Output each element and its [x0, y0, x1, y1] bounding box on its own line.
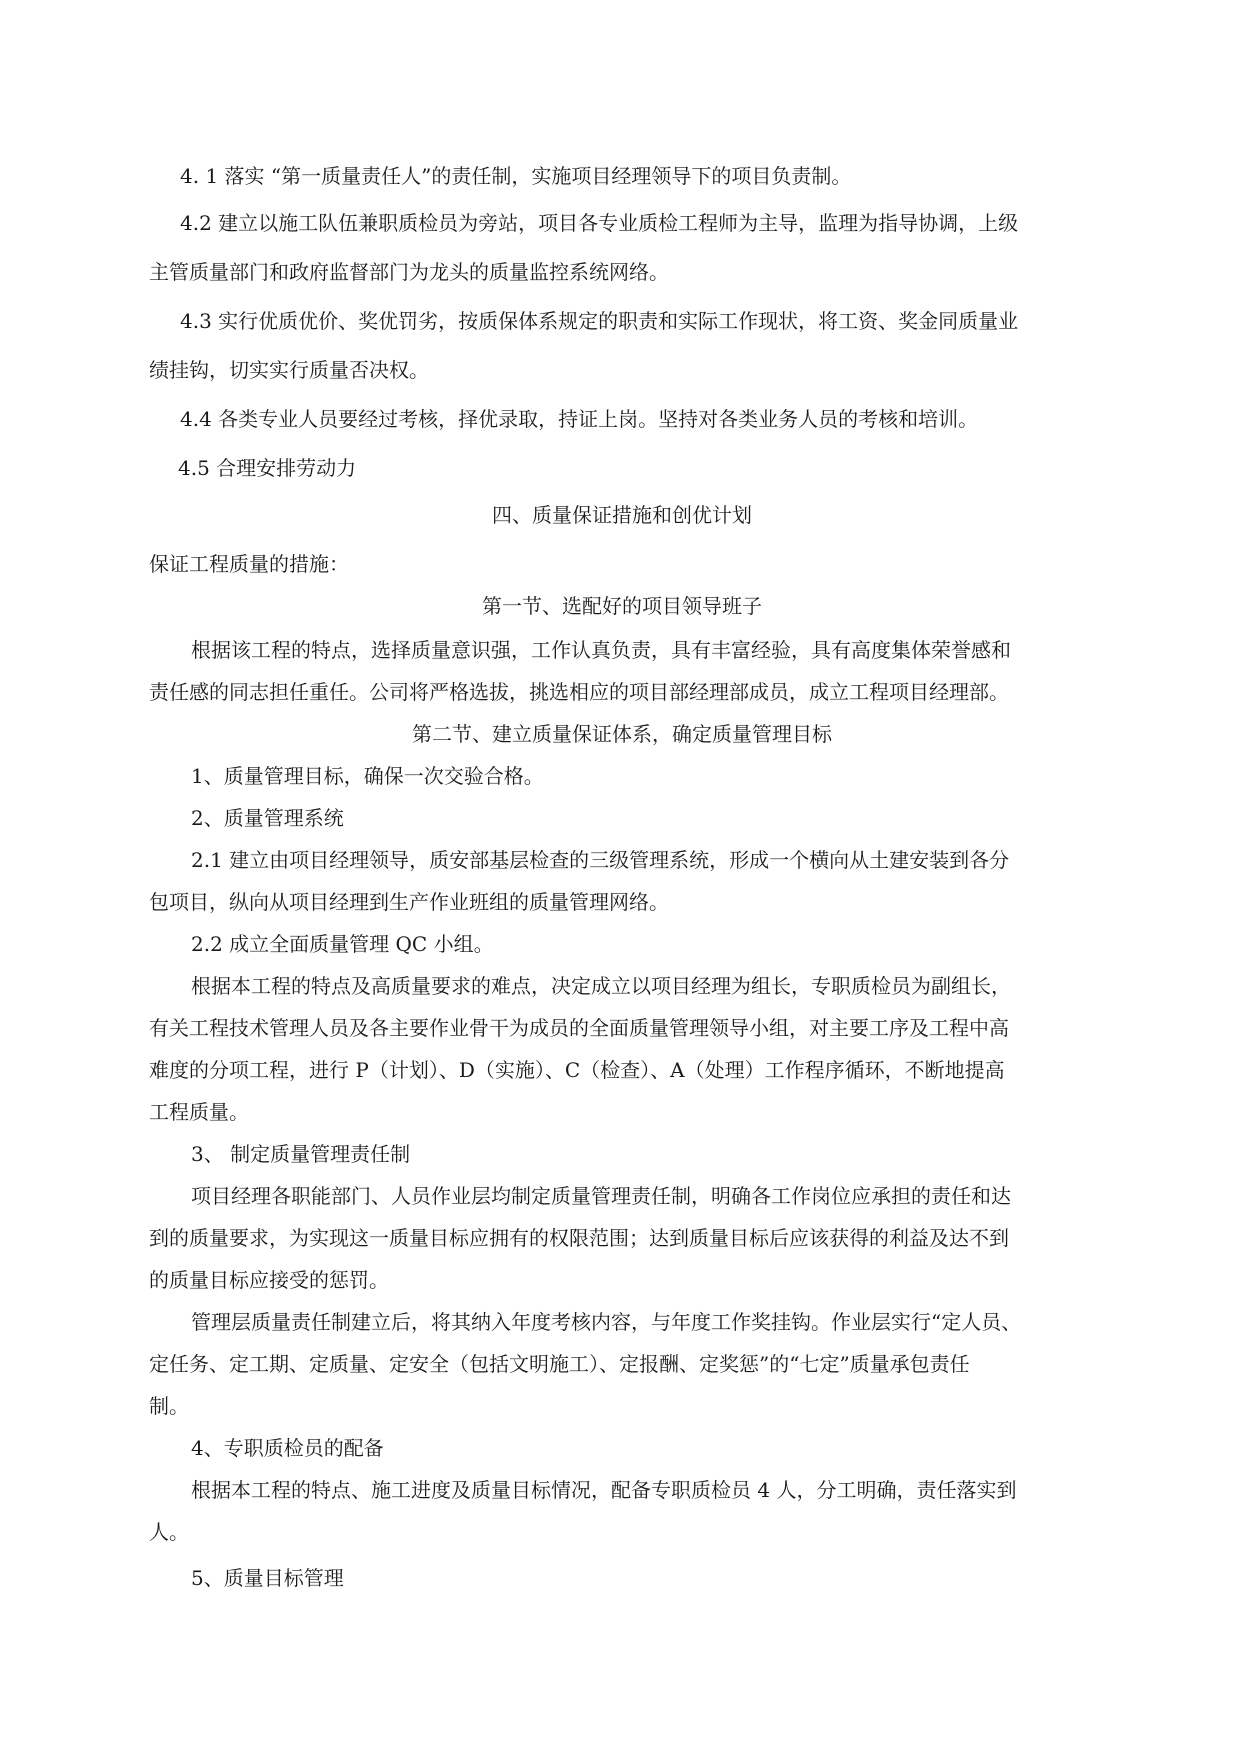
qc-para-line3: 难度的分项工程，进行 P（计划）、D（实施）、C（检查）、A（处理）工作程序循环，不断地提高 [149, 1058, 1005, 1082]
mgmt-para-line3: 制。 [149, 1394, 189, 1418]
resp-para-line3: 的质量目标应接受的惩罚。 [149, 1268, 389, 1292]
item-1: 1、质量管理目标，确保一次交验合格。 [191, 764, 544, 788]
inspector-para-line2: 人。 [149, 1520, 189, 1544]
item-5: 5、质量目标管理 [191, 1566, 344, 1590]
subsection-heading-2: 第二节、建立质量保证体系，确定质量管理目标 [412, 722, 832, 746]
mgmt-para-line2: 定任务、定工期、定质量、定安全（包括文明施工）、定报酬、定奖惩”的“七定”质量承包责任 [149, 1352, 970, 1376]
para-4-1: 4. 1 落实 “第一质量责任人”的责任制，实施项目经理领导下的项目负责制。 [180, 164, 852, 188]
para-4-2-line2: 主管质量部门和政府监督部门为龙头的质量监控系统网络。 [149, 260, 669, 284]
qc-para-line2: 有关工程技术管理人员及各主要作业骨干为成员的全面质量管理领导小组，对主要工序及工程中高 [149, 1016, 1009, 1040]
para-1-line2: 责任感的同志担任重任。公司将严格选拔，挑选相应的项目部经理部成员，成立工程项目经理部。 [149, 680, 1009, 704]
mgmt-para-line1: 管理层质量责任制建立后，将其纳入年度考核内容，与年度工作奖挂钩。作业层实行“定人员、 [191, 1310, 1022, 1334]
para-4-3-line2: 绩挂钩，切实实行质量否决权。 [149, 358, 429, 382]
item-2: 2、质量管理系统 [191, 806, 344, 830]
inspector-para-line1: 根据本工程的特点、施工进度及质量目标情况，配备专职质检员 4 人，分工明确，责任落实到 [191, 1478, 1017, 1502]
section-heading-4: 四、质量保证措施和创优计划 [492, 503, 752, 527]
para-4-5: 4.5 合理安排劳动力 [178, 456, 357, 480]
para-4-4: 4.4 各类专业人员要经过考核，择优录取，持证上岗。坚持对各类业务人员的考核和培训。 [180, 407, 979, 431]
item-2-2: 2.2 成立全面质量管理 QC 小组。 [191, 932, 494, 956]
measures-intro: 保证工程质量的措施： [149, 552, 349, 576]
resp-para-line2: 到的质量要求，为实现这一质量目标应拥有的权限范围；达到质量目标后应该获得的利益及达不到 [149, 1226, 1009, 1250]
item-3: 3、 制定质量管理责任制 [191, 1142, 411, 1166]
item-2-1-line2: 包项目，纵向从项目经理到生产作业班组的质量管理网络。 [149, 890, 669, 914]
para-4-3-line1: 4.3 实行优质优价、奖优罚劣，按质保体系规定的职责和实际工作现状，将工资、奖金同质量业 [180, 309, 1019, 333]
subsection-heading-1: 第一节、选配好的项目领导班子 [482, 594, 762, 618]
para-4-2-line1: 4.2 建立以施工队伍兼职质检员为旁站，项目各专业质检工程师为主导，监理为指导协调，上级 [180, 211, 1019, 235]
qc-para-line1: 根据本工程的特点及高质量要求的难点，决定成立以项目经理为组长，专职质检员为副组长， [191, 974, 1011, 998]
qc-para-line4: 工程质量。 [149, 1100, 249, 1124]
para-1-line1: 根据该工程的特点，选择质量意识强，工作认真负责，具有丰富经验，具有高度集体荣誉感和 [191, 638, 1011, 662]
item-2-1-line1: 2.1 建立由项目经理领导，质安部基层检查的三级管理系统，形成一个横向从土建安装到各分 [191, 848, 1010, 872]
item-4: 4、专职质检员的配备 [191, 1436, 384, 1460]
resp-para-line1: 项目经理各职能部门、人员作业层均制定质量管理责任制，明确各工作岗位应承担的责任和达 [191, 1184, 1011, 1208]
